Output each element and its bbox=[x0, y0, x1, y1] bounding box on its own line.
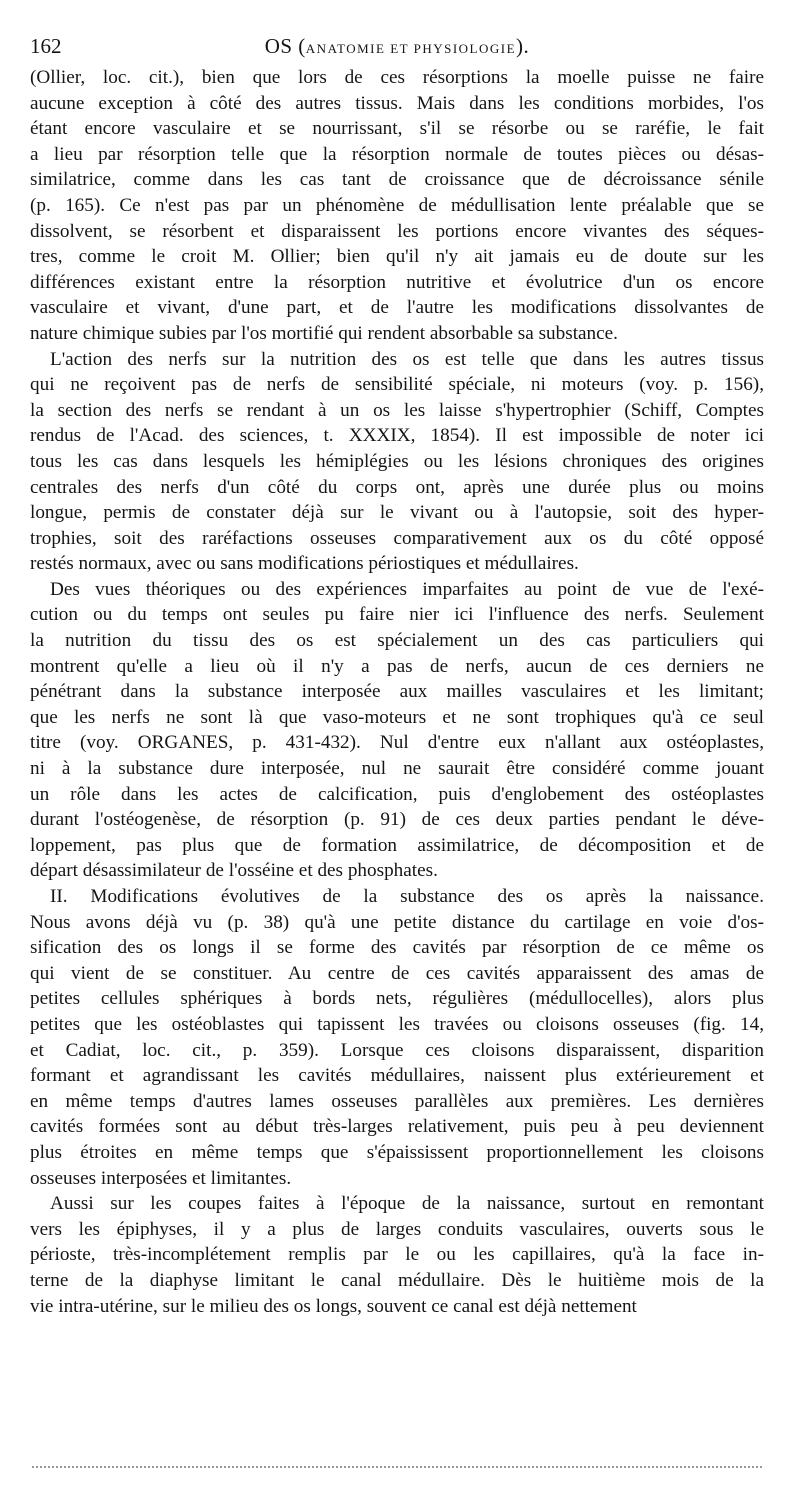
page-body bbox=[30, 65, 764, 1319]
text-line: longue, permis de constater déjà sur le vivant ou à l'autopsie, soit des hyper- bbox=[30, 502, 764, 524]
text-line: et Cadiat, loc. cit., p. 359). Lorsque ces cloisons disparaissent, disparition bbox=[30, 1039, 764, 1061]
text-line: vers les épiphyses, il y a plus de larges conduits vasculaires, ouverts sous le bbox=[30, 1218, 764, 1240]
paragraph bbox=[30, 65, 764, 347]
text-line: vasculaire et vivant, d'une part, et de l'autre les modifications dissolvantes de bbox=[30, 297, 764, 319]
page-header bbox=[30, 30, 764, 62]
text-line: Nous avons déjà vu (p. 38) qu'à une petite distance du cartilage en voie d'os- bbox=[30, 911, 764, 933]
text-line: ni à la substance dure interposée, nul ne saurait être considéré comme jouant bbox=[30, 758, 764, 780]
text-line: (p. 165). Ce n'est pas par un phénomène de médullisation lente préalable que se bbox=[30, 194, 764, 216]
text-line: centrales des nerfs d'un côté du corps ont, après une durée plus ou moins bbox=[30, 476, 764, 498]
text-line: cavités formées sont au début très-larges relativement, puis peu à peu deviennent bbox=[30, 1116, 764, 1138]
text-line: que les nerfs ne sont là que vaso-moteurs et ne sont trophiques qu'à ce seul bbox=[30, 706, 764, 728]
text-line: vie intra-utérine, sur le milieu des os longs, souvent ce canal est déjà nettement bbox=[30, 1295, 637, 1317]
text-line: titre (voy. ORGANES, p. 431-432). Nul d'entre eux n'allant aux ostéoplastes, bbox=[30, 732, 764, 754]
text-line: périoste, très-incomplétement remplis par le ou les capillaires, qu'à la face in- bbox=[30, 1244, 764, 1266]
text-line: aucune exception à côté des autres tissus. Mais dans les conditions morbides, l'os bbox=[30, 92, 764, 114]
paragraph bbox=[30, 577, 764, 884]
running-head bbox=[30, 30, 764, 65]
text-line: trophies, soit des raréfactions osseuses comparativement aux os du côté opposé bbox=[30, 527, 764, 549]
running-head-suffix: ). bbox=[516, 34, 530, 58]
text-line: L'action des nerfs sur la nutrition des os est telle que dans les autres tissus bbox=[50, 348, 764, 370]
paragraph bbox=[30, 1191, 764, 1319]
running-head-prefix: OS ( bbox=[264, 34, 306, 58]
text-line: osseuses interposées et limitantes. bbox=[30, 1167, 292, 1189]
text-line: dissolvent, se résorbent et disparaissent les portions encore vivantes des séques- bbox=[30, 220, 764, 242]
text-line: similatrice, comme dans les cas tant de croissance que de décroissance sénile bbox=[30, 169, 764, 191]
text-line: terne de la diaphyse limitant le canal médullaire. Dès le huitième mois de la bbox=[30, 1269, 764, 1291]
text-line: Des vues théoriques ou des expériences imparfaites au point de vue de l'exé- bbox=[50, 578, 764, 600]
text-line: la nutrition du tissu des os est spécialement un des cas particuliers qui bbox=[30, 630, 764, 652]
text-line: étant encore vasculaire et se nourrissant, s'il se résorbe ou se raréfie, le fait bbox=[30, 118, 764, 140]
paragraph bbox=[30, 347, 764, 577]
text-line: (Ollier, loc. cit.), bien que lors de ces résorptions la moelle puisse ne faire bbox=[30, 67, 764, 88]
text-line: différences existant entre la résorption nutritive et évolutrice d'un os encore bbox=[30, 271, 764, 293]
text-line: départ désassimilateur de l'osséine et des phosphates. bbox=[30, 860, 438, 882]
text-line: plus étroites en même temps que s'épaississent proportionnellement les cloisons bbox=[30, 1141, 764, 1163]
text-line: qui ne reçoivent pas de nerfs de sensibilité spéciale, ni moteurs (voy. p. 156), bbox=[30, 374, 764, 396]
footer-rule bbox=[32, 1466, 762, 1468]
text-line: qui vient de se constituer. Au centre de ces cavités apparaissent des amas de bbox=[30, 962, 764, 984]
text-line: formant et agrandissant les cavités médullaires, naissent plus extérieurement et bbox=[30, 1065, 764, 1087]
text-line: montrent qu'elle a lieu où il n'y a pas de nerfs, aucun de ces derniers ne bbox=[30, 655, 764, 677]
text-line: en même temps d'autres lames osseuses parallèles aux premières. Les dernières bbox=[30, 1090, 764, 1112]
text-line: II. Modifications évolutives de la substance des os après la naissance. bbox=[50, 886, 764, 907]
text-line: Aussi sur les coupes faites à l'époque de la naissance, surtout en remontant bbox=[50, 1193, 764, 1215]
paragraph bbox=[30, 884, 764, 1191]
text-line: a lieu par résorption telle que la résorption normale de toutes pièces ou désas- bbox=[30, 143, 764, 165]
text-line: cution ou du temps ont seules pu faire nier ici l'influence des nerfs. Seulement bbox=[30, 604, 764, 626]
text-line: rendus de l'Acad. des sciences, t. XXXIX, 1854). Il est impossible de noter ici bbox=[30, 425, 764, 447]
text-line: pénétrant dans la substance interposée aux mailles vasculaires et les limitant; bbox=[30, 681, 764, 703]
running-head-caps: ANATOMIE ET PHYSIOLOGIE bbox=[305, 41, 517, 56]
text-line: la section des nerfs se rendant à un os les laisse s'hypertrophier (Schiff, Comptes bbox=[30, 399, 764, 421]
text-line: nature chimique subies par l'os mortifié qui rendent absorbable sa substance. bbox=[30, 322, 618, 344]
text-line: un rôle dans les actes de calcification, puis d'englobement des ostéoplastes bbox=[30, 783, 764, 805]
text-line: petites que les ostéoblastes qui tapissent les travées ou cloisons osseuses (fig. 14, bbox=[30, 1013, 764, 1035]
text-line: petites cellules sphériques à bords nets, régulières (médullocelles), alors plus bbox=[30, 988, 764, 1010]
text-line: tous les cas dans lesquels les hémiplégies ou les lésions chroniques des origines bbox=[30, 450, 764, 472]
text-line: tres, comme le croit M. Ollier; bien qu'il n'y ait jamais eu de doute sur les bbox=[30, 246, 764, 268]
text-line: loppement, pas plus que de formation assimilatrice, de décomposition et de bbox=[30, 834, 764, 856]
text-line: durant l'ostéogenèse, de résorption (p. 91) de ces deux parties pendant le déve- bbox=[30, 809, 764, 831]
page-number: 162 bbox=[30, 34, 62, 58]
text-line: sification des os longs il se forme des cavités par résorption de ce même os bbox=[30, 937, 764, 959]
text-line: restés normaux, avec ou sans modifications périostiques et médullaires. bbox=[30, 553, 579, 575]
